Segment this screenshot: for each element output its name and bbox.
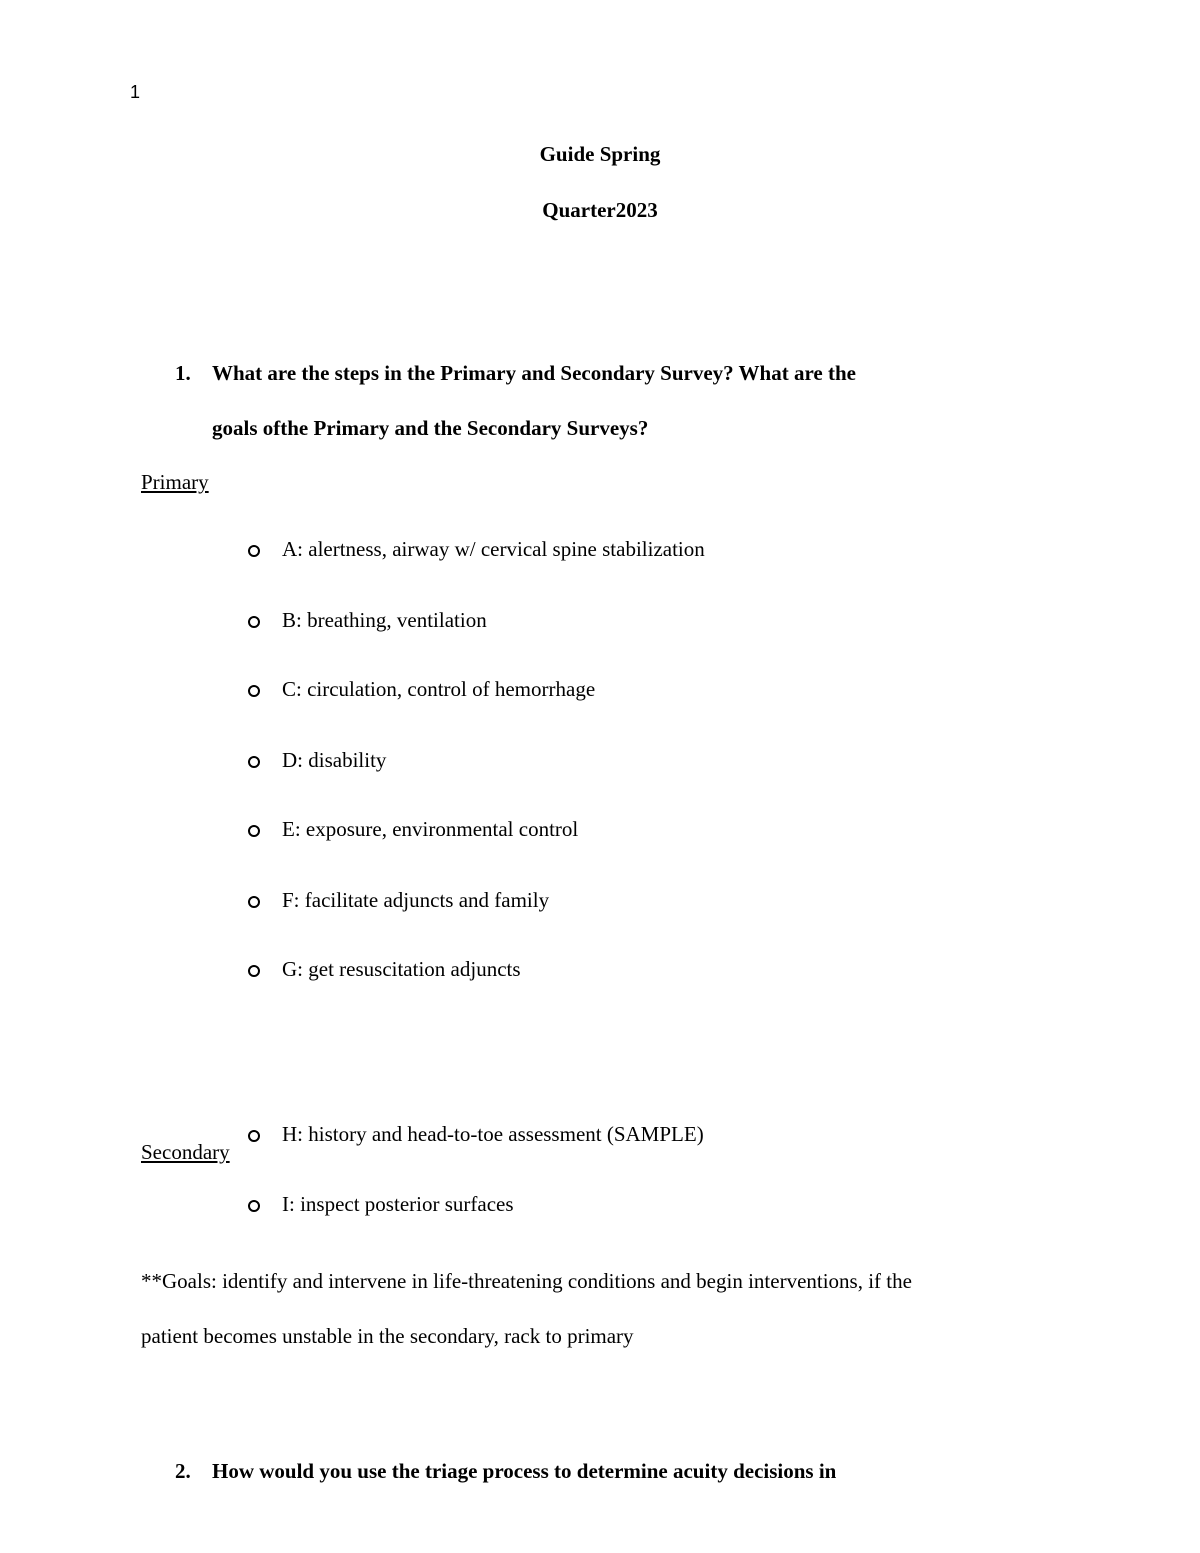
- question-1-number: 1.: [175, 361, 191, 385]
- bullet-icon: [248, 825, 260, 837]
- page-number: 1: [130, 82, 141, 102]
- goals-line-1: **Goals: identify and intervene in life-threatening conditions and begin interventions, if the: [141, 1269, 912, 1293]
- primary-item-e: E: exposure, environmental control: [282, 817, 579, 841]
- bullet-icon: [248, 896, 260, 908]
- document-title-line-1: Guide Spring: [539, 142, 661, 166]
- secondary-item-h: H: history and head-to-toe assessment (SAMPLE): [282, 1122, 704, 1146]
- bullet-icon: [248, 1200, 260, 1212]
- document-title-line-2: Quarter2023: [542, 198, 658, 222]
- bullet-icon: [248, 965, 260, 977]
- bullet-icon: [248, 545, 260, 557]
- secondary-item-i: I: inspect posterior surfaces: [282, 1192, 514, 1216]
- secondary-heading: Secondary: [141, 1140, 230, 1164]
- primary-item-a: A: alertness, airway w/ cervical spine stabilization: [282, 537, 705, 561]
- primary-heading: Primary: [141, 470, 209, 494]
- primary-item-f: F: facilitate adjuncts and family: [282, 888, 550, 912]
- primary-item-g: G: get resuscitation adjuncts: [282, 957, 521, 981]
- question-2-number: 2.: [175, 1459, 191, 1483]
- question-2-line-1: How would you use the triage process to determine acuity decisions in: [212, 1459, 837, 1483]
- bullet-icon: [248, 616, 260, 628]
- primary-item-b: B: breathing, ventilation: [282, 608, 487, 632]
- primary-item-c: C: circulation, control of hemorrhage: [282, 677, 596, 701]
- goals-line-2: patient becomes unstable in the secondary, rack to primary: [141, 1324, 634, 1348]
- bullet-icon: [248, 685, 260, 697]
- bullet-icon: [248, 756, 260, 768]
- primary-item-d: D: disability: [282, 748, 387, 772]
- bullet-icon: [248, 1130, 260, 1142]
- question-1-line-1: What are the steps in the Primary and Secondary Survey? What are the: [212, 361, 856, 385]
- question-1-line-2: goals ofthe Primary and the Secondary Surveys?: [212, 416, 649, 440]
